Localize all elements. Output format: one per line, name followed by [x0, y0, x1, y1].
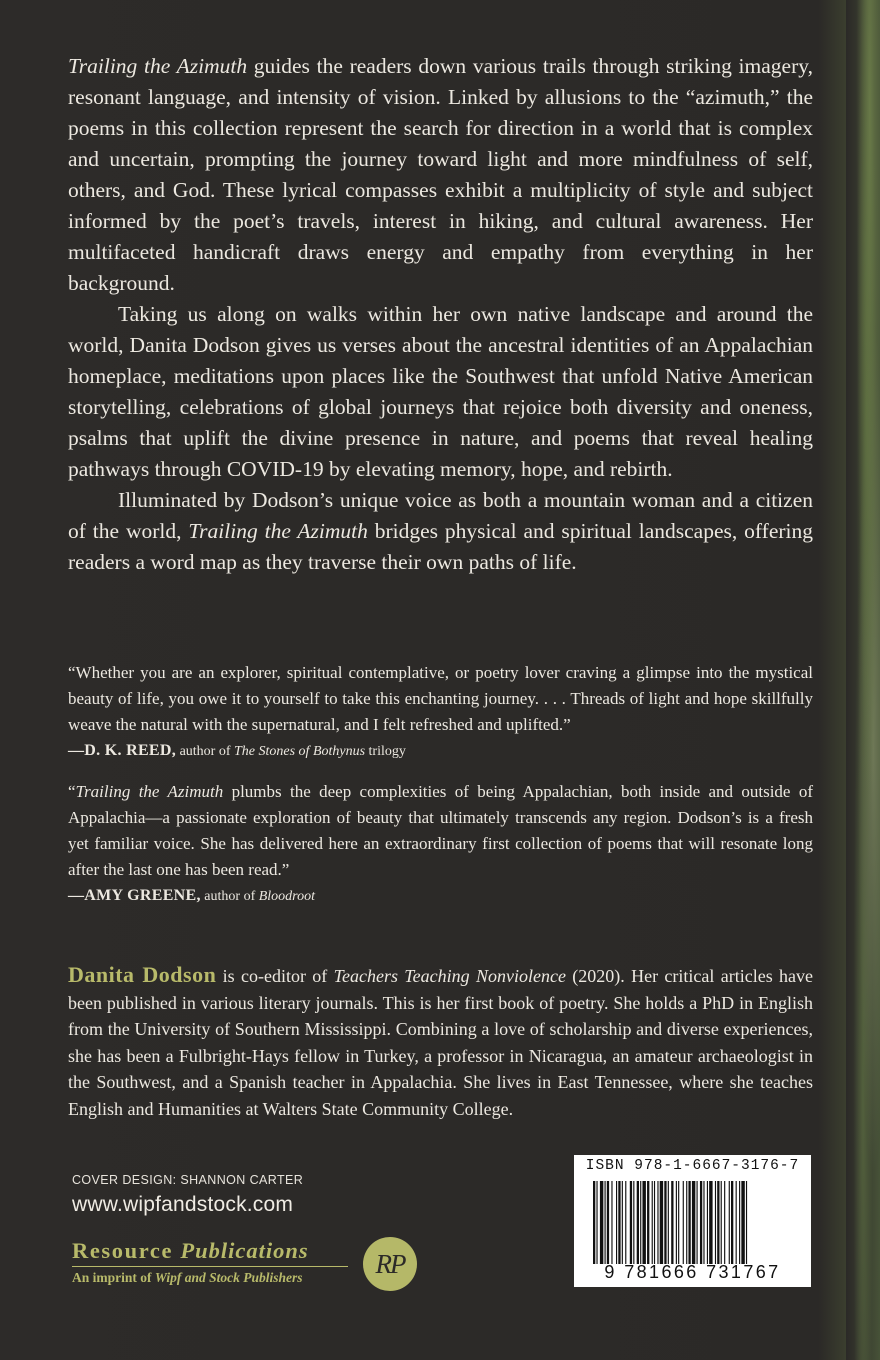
imprint-divider: [72, 1266, 348, 1267]
barcode-bar: [596, 1181, 597, 1264]
barcode-bar: [600, 1181, 603, 1264]
barcode-bar: [709, 1181, 712, 1264]
barcode-bar: [607, 1181, 609, 1264]
barcode-bar: [630, 1181, 632, 1264]
barcode-bar: [688, 1181, 690, 1264]
barcode-bar: [692, 1181, 695, 1264]
barcode-bar: [736, 1181, 737, 1264]
barcode-bar: [731, 1181, 733, 1264]
cover-blurb: [68, 51, 813, 578]
barcode-bar: [664, 1181, 666, 1264]
barcode-bar: [697, 1181, 698, 1264]
barcode-bar: [676, 1181, 677, 1264]
barcode-bar: [660, 1181, 663, 1264]
barcode-bar: [647, 1181, 649, 1264]
barcode-bar: [593, 1181, 595, 1264]
author-name: Danita Dodson: [68, 962, 217, 987]
blurb-paragraph-3: Illuminated by Dodson’s unique voice as both a mountain woman and a citizen of the world, Trailing the Azimuth bridges physical and spiritual landscapes, offering readers a word map as they traverse their own paths of life.: [68, 488, 813, 574]
barcode-bar: [642, 1181, 645, 1264]
barcode-bar: [668, 1181, 669, 1264]
barcode-bar: [611, 1181, 612, 1264]
barcode-bar: [707, 1181, 708, 1264]
barcode-bar: [703, 1181, 704, 1264]
endorsement-quote-1: “Whether you are an explorer, spiritual contemplative, or poetry lover craving a glimpse into the mystical beauty of life, you owe it to yourself to take this enchanting journey. . . . Threads of light and hope skillfully weave the natural with the supernatural, and I felt refreshed and uplifted.”: [68, 663, 813, 734]
barcode-bar: [654, 1181, 655, 1264]
barcode-bar: [652, 1181, 653, 1264]
endorsement-quote-2: “Trailing the Azimuth plumbs the deep complexities of being Appalachian, both inside and outside of Appalachia—a passionate exploration of beauty that ultimately transcends any region. Dodson’s is a fresh yet familiar voice. She has delivered here an extraordinary first collection of poems that will resonate long after the last one has been read.”: [68, 782, 813, 879]
barcode-bar: [721, 1181, 722, 1264]
barcode-bar: [640, 1181, 641, 1264]
barcode-bar: [717, 1181, 719, 1264]
book-title: Trailing the Azimuth: [188, 519, 368, 543]
publisher-imprint: [72, 1238, 348, 1286]
barcode-bar: [724, 1181, 725, 1264]
publisher-website: www.wipfandstock.com: [72, 1193, 294, 1216]
barcode-bar: [622, 1181, 623, 1264]
barcode-bar: [683, 1181, 684, 1264]
barcode-bar: [746, 1181, 747, 1264]
barcode-bar: [625, 1181, 626, 1264]
barcode-bar: [671, 1181, 673, 1264]
endorsement-attribution-1: —D. K. REED, author of The Stones of Bothynus trilogy: [68, 742, 406, 759]
isbn-barcode: [574, 1155, 811, 1287]
cover-design-credit: COVER DESIGN: SHANNON CARTER: [72, 1173, 304, 1187]
barcode-bar: [700, 1181, 702, 1264]
barcode-bar: [678, 1181, 679, 1264]
author-bio: Danita Dodson is co-editor of Teachers Teaching Nonviolence (2020). Her critical articles have been published in various literary journals. This is her first book of poetry. She holds a PhD in English from the University of Southern Mississippi. Combining a love of scholarship and diverse experiences, she has been a Fulbright-Hays fellow in Turkey, a professor in Nicaragua, an amateur archaeologist in the Southwest, and a Spanish teacher in Appalachia. She lives in East Tennessee, where she teaches English and Humanities at Walters State Community College.: [68, 962, 814, 1119]
imprint-subtitle: An imprint of Wipf and Stock Publishers: [72, 1270, 303, 1285]
imprint-name: Resource Publications: [72, 1238, 309, 1263]
barcode-bar: [715, 1181, 716, 1264]
barcode-bar: [741, 1181, 744, 1264]
barcode-digits: 9 781666 731767: [604, 1262, 781, 1282]
barcode-bar: [729, 1181, 730, 1264]
cover-credits: [72, 1173, 303, 1217]
endorsement-attribution-2: —AMY GREENE, author of Bloodroot: [68, 887, 315, 904]
book-title: Trailing the Azimuth: [68, 54, 248, 78]
barcode-bars: [593, 1181, 797, 1264]
isbn-number: ISBN 978-1-6667-3176-7: [585, 1158, 800, 1174]
barcode-bar: [618, 1181, 620, 1264]
barcode-bar: [637, 1181, 639, 1264]
barcode-bar: [657, 1181, 658, 1264]
foliage-edge-photo: [846, 0, 880, 1360]
blurb-paragraph-2: Taking us along on walks within her own native landscape and around the world, Danita Dodson gives us verses about the ancestral identities of an Appalachian homeplace, meditations upon places like the Southwest that unfold Native American storytelling, celebrations of global journeys that rejoice both diversity and oneness, psalms that uplift the divine presence in nature, and poems that reveal healing pathways through COVID-19 by elevating memory, hope, and rebirth.: [68, 302, 813, 481]
barcode-bar: [739, 1181, 740, 1264]
publisher-logo-icon: RP: [363, 1237, 417, 1291]
barcode-bar: [616, 1181, 617, 1264]
blurb-paragraph-1: Trailing the Azimuth guides the readers down various trails through striking imagery, resonant language, and intensity of vision. Linked by allusions to the “azimuth,” the poems in this collection represent the search for direction in a world that is complex and uncertain, prompting the journey toward light and more mindfulness of self, others, and God. These lyrical compasses exhibit a multiplicity of style and subject informed by the poet’s travels, interest in hiking, and cultural awareness. Her multifaceted handicraft draws energy and empathy from everything in her background.: [68, 54, 813, 295]
barcode-bar: [605, 1181, 606, 1264]
endorsements: [68, 660, 813, 910]
barcode-bar: [686, 1181, 687, 1264]
barcode-bar: [633, 1181, 634, 1264]
